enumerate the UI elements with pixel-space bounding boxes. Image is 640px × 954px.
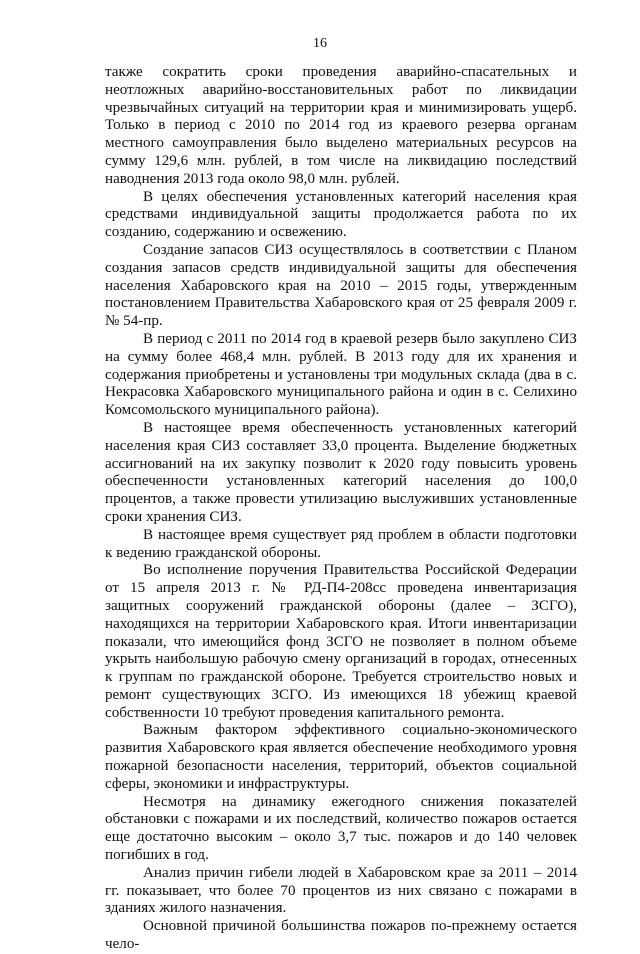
paragraph: В настоящее время обеспеченность установленных категорий населения края СИЗ составляет 33,0 процента. Выделение бюджетных ассигнований на их закупку позволит к 2020 году повысить уровень обеспеченности установленных категорий населения до 100,0 процентов, а также провести утилизацию выслуживших установленные сроки хранения СИЗ. bbox=[105, 419, 577, 525]
paragraph: Несмотря на динамику ежегодного снижения показателей обстановки с пожарами и их последствий, количество пожаров остается еще достаточно высоким – около 3,7 тыс. пожаров и до 140 человек погибших в год. bbox=[105, 793, 577, 864]
paragraph: В период с 2011 по 2014 год в краевой резерв было закуплено СИЗ на сумму более 468,4 млн. рублей. В 2013 году для их хранения и содержания приобретены и установлены три модульных склада (два в с. Некрасовка Хабаровского муниципального района и один в с. Селихино Комсомольского муниципального района). bbox=[105, 330, 577, 419]
paragraph-continuation: также сократить сроки проведения аварийно-спасательных и неотложных аварийно-восстановительных работ по ликвидации чрезвычайных ситуаций на территории края и минимизировать ущерб. Только в период с 2010 по 2014 год из краевого резерва органам местного самоуправления было выделено материальных ресурсов на сумму 129,6 млн. рублей, в том числе на ликвидацию последствий наводнения 2013 года около 98,0 млн. рублей. bbox=[105, 64, 577, 187]
paragraph: Важным фактором эффективного социально-экономического развития Хабаровского края является обеспечение необходимого уровня пожарной безопасности населения, территорий, объектов социальной сферы, экономики и инфраструктуры. bbox=[105, 722, 577, 792]
paragraph: Анализ причин гибели людей в Хабаровском крае за 2011 – 2014 гг. показывает, что более 70 процентов из них связано с пожарами в зданиях жилого назначения. bbox=[105, 864, 577, 917]
paragraph: Создание запасов СИЗ осуществлялось в соответствии с Планом создания запасов средств индивидуальной защиты для обеспечения населения Хабаровского края на 2010 – 2015 годы, утвержденным постановлением Правительства Хабаровского края от 25 февраля 2009 г. № 54-пр. bbox=[105, 241, 577, 330]
paragraph: В настоящее время существует ряд проблем в области подготовки к ведению гражданской обороны. bbox=[105, 526, 577, 561]
page-number: 16 bbox=[313, 36, 327, 51]
paragraph: Основной причиной большинства пожаров по-прежнему остается чело- bbox=[105, 918, 577, 953]
paragraph: В целях обеспечения установленных категорий населения края средствами индивидуальной защиты продолжается работа по их созданию, содержанию и освежению. bbox=[105, 188, 577, 241]
document-body bbox=[105, 64, 577, 954]
paragraph: Во исполнение поручения Правительства Российской Федерации от 15 апреля 2013 г. № РД-П4-208сс проведена инвентаризация защитных сооружений гражданской обороны (далее – ЗСГО), находящихся на территории Хабаровского края. Итоги инвентаризации показали, что имеющийся фонд ЗСГО не позволяет в полном объеме укрыть наибольшую рабочую смену организаций в городах, отнесенных к группам по гражданской обороне. Требуется строительство новых и ремонт существующих ЗСГО. Из имеющихся 18 убежищ краевой собственности 10 требуют проведения капитального ремонта. bbox=[105, 562, 577, 721]
